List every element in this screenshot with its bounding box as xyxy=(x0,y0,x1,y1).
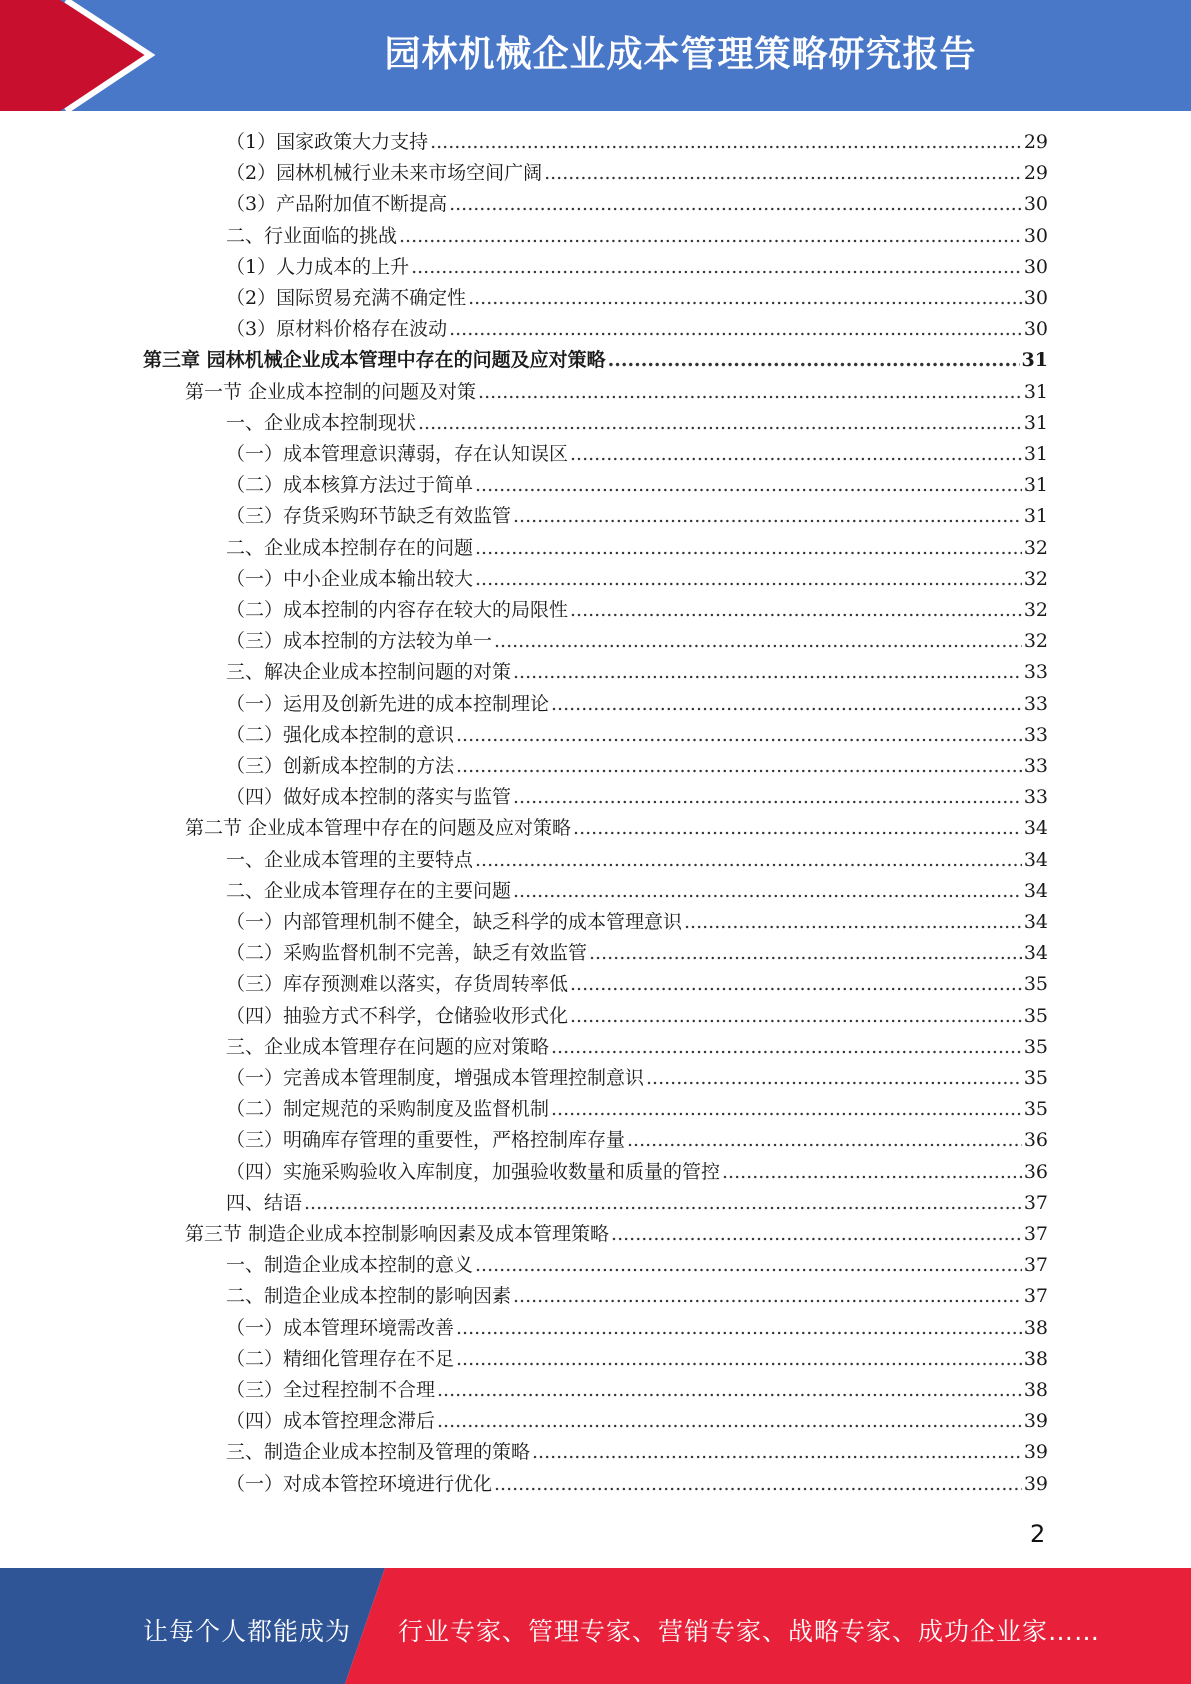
toc-leader-dots xyxy=(430,127,1022,157)
toc-entry-page: 31 xyxy=(1023,505,1048,528)
toc-entry-page: 31 xyxy=(1023,474,1048,497)
toc-entry-title: （三）库存预测难以落实，存货周转率低 xyxy=(226,973,569,996)
toc-entry[interactable] xyxy=(226,1063,1048,1093)
toc-leader-dots xyxy=(399,221,1022,251)
toc-entry-page: 35 xyxy=(1023,1035,1048,1058)
toc-entry-page: 34 xyxy=(1023,942,1048,965)
toc-entry-page: 31 xyxy=(1023,443,1048,465)
toc-leader-dots xyxy=(611,1219,1022,1249)
toc-entry-page: 31 xyxy=(1023,380,1048,403)
toc-entry-title: （2）园林机械行业未来市场空间广阔 xyxy=(226,162,543,185)
toc-entry-title: （四）做好成本控制的落实与监管 xyxy=(226,786,512,809)
toc-leader-dots xyxy=(570,595,1022,625)
toc-leader-dots xyxy=(684,907,1022,937)
toc-leader-dots xyxy=(513,876,1022,906)
toc-leader-dots xyxy=(475,845,1022,875)
toc-entry[interactable] xyxy=(185,377,1048,407)
toc-entry-title: 一、企业成本管理的主要特点 xyxy=(226,848,474,871)
toc-entry-title: 一、制造企业成本控制的意义 xyxy=(226,1254,474,1277)
toc-entry-page: 37 xyxy=(1023,1223,1048,1245)
toc-entry-title: 第三章 园林机械企业成本管理中存在的问题及应对策略 xyxy=(143,349,606,372)
toc-entry-page: 32 xyxy=(1023,536,1048,559)
toc-entry-title: （三）全过程控制不合理 xyxy=(226,1379,436,1401)
toc-entry-page: 37 xyxy=(1023,1191,1048,1214)
toc-entry[interactable] xyxy=(226,626,1048,656)
toc-entry-page: 34 xyxy=(1023,817,1048,840)
toc-entry[interactable] xyxy=(226,470,1048,500)
toc-entry-title: （一）完善成本管理制度，增强成本管理控制意识 xyxy=(226,1067,645,1089)
toc-leader-dots xyxy=(532,1437,1022,1467)
toc-entry[interactable] xyxy=(226,1469,1048,1499)
report-header xyxy=(0,0,1191,111)
toc-entry-page: 37 xyxy=(1023,1254,1048,1277)
toc-leader-dots xyxy=(646,1063,1022,1093)
footer-slogan-right: 行业专家、管理专家、营销专家、战略专家、成功企业家…… xyxy=(398,1617,1101,1646)
toc-entry[interactable] xyxy=(226,501,1048,531)
toc-entry-page: 33 xyxy=(1023,661,1048,684)
toc-entry[interactable] xyxy=(226,408,1048,438)
toc-leader-dots xyxy=(475,470,1022,500)
report-footer xyxy=(0,1568,1191,1684)
toc-entry[interactable] xyxy=(226,1125,1048,1155)
toc-entry[interactable] xyxy=(226,969,1048,999)
toc-entry[interactable] xyxy=(226,1406,1048,1436)
toc-entry-page: 32 xyxy=(1023,630,1048,653)
toc-entry[interactable] xyxy=(226,221,1048,251)
toc-leader-dots xyxy=(513,501,1022,531)
toc-entry-page: 38 xyxy=(1023,1347,1048,1370)
toc-leader-dots xyxy=(456,1313,1022,1343)
toc-entry[interactable] xyxy=(226,720,1048,750)
toc-leader-dots xyxy=(722,1157,1022,1187)
toc-entry[interactable] xyxy=(226,689,1048,719)
toc-entry[interactable] xyxy=(226,439,1048,469)
toc-entry-title: 二、企业成本管理存在的主要问题 xyxy=(226,879,512,902)
toc-entry-page: 34 xyxy=(1023,911,1048,933)
toc-entry[interactable] xyxy=(226,1032,1048,1062)
toc-entry-page: 39 xyxy=(1023,1410,1048,1433)
toc-entry-title: （三）明确库存管理的重要性，严格控制库存量 xyxy=(226,1129,626,1152)
toc-entry-page: 38 xyxy=(1023,1379,1048,1401)
toc-entry-page: 31 xyxy=(1021,349,1048,372)
toc-leader-dots xyxy=(570,969,1022,999)
toc-leader-dots xyxy=(570,1001,1022,1031)
toc-entry[interactable] xyxy=(226,1157,1048,1187)
toc-leader-dots xyxy=(544,158,1022,188)
toc-entry[interactable] xyxy=(226,876,1048,906)
toc-leader-dots xyxy=(418,408,1022,438)
toc-entry[interactable] xyxy=(226,595,1048,625)
toc-entry[interactable] xyxy=(226,1437,1048,1467)
toc-entry-title: （二）成本控制的内容存在较大的局限性 xyxy=(226,599,569,621)
toc-entry-page: 36 xyxy=(1023,1160,1048,1183)
toc-leader-dots xyxy=(494,626,1022,656)
toc-entry-title: （四）抽验方式不科学，仓储验收形式化 xyxy=(226,1004,569,1027)
toc-entry-title: （一）对成本管控环境进行优化 xyxy=(226,1472,493,1495)
toc-entry-title: （一）成本管理环境需改善 xyxy=(226,1316,455,1339)
toc-entry[interactable] xyxy=(226,252,1048,282)
toc-entry-page: 34 xyxy=(1023,848,1048,871)
toc-leader-dots xyxy=(513,657,1022,687)
toc-entry-title: （三）成本控制的方法较为单一 xyxy=(226,630,493,653)
toc-entry[interactable] xyxy=(226,782,1048,812)
header-arrow-decoration xyxy=(0,0,160,111)
toc-entry-title: 二、企业成本控制存在的问题 xyxy=(226,536,474,559)
toc-entry-title: 三、企业成本管理存在问题的应对策略 xyxy=(226,1035,550,1058)
toc-entry[interactable] xyxy=(226,751,1048,781)
toc-leader-dots xyxy=(437,1375,1022,1405)
toc-entry-title: 第三节 制造企业成本控制影响因素及成本管理策略 xyxy=(185,1223,610,1245)
toc-entry-page: 37 xyxy=(1023,1285,1048,1308)
toc-entry-title: （一）内部管理机制不健全，缺乏科学的成本管理意识 xyxy=(226,911,683,933)
toc-entry-title: （一）成本管理意识薄弱，存在认知误区 xyxy=(226,443,569,465)
toc-entry-page: 30 xyxy=(1023,287,1048,309)
toc-entry-page: 33 xyxy=(1023,786,1048,809)
toc-entry-page: 30 xyxy=(1023,224,1048,247)
toc-entry-page: 32 xyxy=(1023,599,1048,621)
toc-entry-title: （四）成本管控理念滞后 xyxy=(226,1410,436,1433)
toc-entry[interactable] xyxy=(226,1313,1048,1343)
toc-entry[interactable] xyxy=(226,1188,1048,1218)
toc-entry[interactable] xyxy=(226,564,1048,594)
toc-entry-title: （1）人力成本的上升 xyxy=(226,255,410,278)
toc-entry-page: 32 xyxy=(1023,567,1048,590)
toc-entry-page: 33 xyxy=(1023,692,1048,715)
toc-entry-title: （一）中小企业成本输出较大 xyxy=(226,567,474,590)
toc-leader-dots xyxy=(449,189,1022,219)
toc-entry-page: 33 xyxy=(1023,723,1048,746)
toc-leader-dots xyxy=(478,377,1022,407)
footer-slogan-left: 让每个人都能成为 xyxy=(143,1617,352,1646)
toc-entry[interactable] xyxy=(226,657,1048,687)
toc-entry[interactable] xyxy=(226,283,1048,313)
toc-entry[interactable] xyxy=(226,1344,1048,1374)
toc-entry-page: 33 xyxy=(1023,755,1048,777)
toc-entry-page: 39 xyxy=(1023,1441,1048,1464)
toc-entry-title: 一、企业成本控制现状 xyxy=(226,411,417,434)
toc-entry[interactable] xyxy=(226,533,1048,563)
toc-entry-page: 34 xyxy=(1023,879,1048,902)
toc-entry-title: 第二节 企业成本管理中存在的问题及应对策略 xyxy=(185,817,572,840)
toc-entry[interactable] xyxy=(143,345,1048,375)
toc-leader-dots xyxy=(570,439,1022,469)
toc-entry-page: 30 xyxy=(1023,318,1048,341)
toc-entry-title: （3）原材料价格存在波动 xyxy=(226,318,448,341)
toc-leader-dots xyxy=(513,1281,1022,1311)
toc-entry-title: （三）存货采购环节缺乏有效监管 xyxy=(226,505,512,528)
toc-leader-dots xyxy=(449,314,1022,344)
toc-entry[interactable] xyxy=(226,1250,1048,1280)
toc-entry-title: （1）国家政策大力支持 xyxy=(226,131,429,153)
toc-entry-page: 31 xyxy=(1023,411,1048,434)
toc-leader-dots xyxy=(494,1469,1022,1499)
toc-entry-title: 二、制造企业成本控制的影响因素 xyxy=(226,1285,512,1308)
toc-entry[interactable] xyxy=(226,1094,1048,1124)
toc-entry-page: 35 xyxy=(1023,1098,1048,1121)
toc-entry-title: （二）采购监督机制不完善，缺乏有效监管 xyxy=(226,942,588,965)
toc-entry-title: （三）创新成本控制的方法 xyxy=(226,755,455,777)
toc-leader-dots xyxy=(608,345,1020,375)
toc-entry[interactable] xyxy=(226,907,1048,937)
toc-entry-title: （四）实施采购验收入库制度，加强验收数量和质量的管控 xyxy=(226,1160,721,1183)
toc-entry-title: （二）强化成本控制的意识 xyxy=(226,723,455,746)
toc-entry-title: （二）精细化管理存在不足 xyxy=(226,1347,455,1370)
toc-entry[interactable] xyxy=(185,813,1048,843)
toc-entry-title: 三、解决企业成本控制问题的对策 xyxy=(226,661,512,684)
toc-entry[interactable] xyxy=(226,1001,1048,1031)
toc-leader-dots xyxy=(475,1250,1022,1280)
toc-entry-page: 35 xyxy=(1023,1067,1048,1089)
toc-entry-title: （二）成本核算方法过于简单 xyxy=(226,474,474,497)
toc-leader-dots xyxy=(551,689,1022,719)
toc-entry-title: （3）产品附加值不断提高 xyxy=(226,193,448,216)
toc-entry-page: 35 xyxy=(1023,973,1048,996)
toc-leader-dots xyxy=(573,813,1022,843)
toc-entry-page: 35 xyxy=(1023,1004,1048,1027)
toc-leader-dots xyxy=(589,938,1022,968)
toc-entry-title: （二）制定规范的采购制度及监督机制 xyxy=(226,1098,550,1121)
page-number: 2 xyxy=(1030,1520,1046,1548)
toc-entry-title: 第一节 企业成本控制的问题及对策 xyxy=(185,380,477,403)
toc-leader-dots xyxy=(475,564,1022,594)
toc-entry[interactable] xyxy=(226,158,1048,188)
toc-entry[interactable] xyxy=(226,1375,1048,1405)
toc-entry[interactable] xyxy=(226,314,1048,344)
toc-entry-title: 二、行业面临的挑战 xyxy=(226,224,398,247)
toc-entry-page: 36 xyxy=(1023,1129,1048,1152)
toc-entry-title: 三、制造企业成本控制及管理的策略 xyxy=(226,1441,531,1464)
toc-leader-dots xyxy=(551,1032,1022,1062)
toc-leader-dots xyxy=(551,1094,1022,1124)
toc-leader-dots xyxy=(627,1125,1022,1155)
toc-entry-page: 30 xyxy=(1023,193,1048,216)
toc-entry-page: 30 xyxy=(1023,255,1048,278)
toc-leader-dots xyxy=(456,1344,1022,1374)
toc-entry-page: 29 xyxy=(1023,162,1048,185)
toc-entry-title: （2）国际贸易充满不确定性 xyxy=(226,287,467,309)
toc-entry-page: 29 xyxy=(1023,131,1048,153)
toc-entry[interactable] xyxy=(226,127,1048,157)
toc-leader-dots xyxy=(456,751,1022,781)
toc-entry-title: （一）运用及创新先进的成本控制理论 xyxy=(226,692,550,715)
toc-leader-dots xyxy=(468,283,1022,313)
toc-leader-dots xyxy=(411,252,1022,282)
toc-entry[interactable] xyxy=(226,1281,1048,1311)
toc-entry-page: 38 xyxy=(1023,1316,1048,1339)
toc-leader-dots xyxy=(513,782,1022,812)
toc-leader-dots xyxy=(437,1406,1022,1436)
toc-entry[interactable] xyxy=(226,938,1048,968)
toc-leader-dots xyxy=(475,533,1022,563)
toc-entry[interactable] xyxy=(226,189,1048,219)
toc-entry-page: 39 xyxy=(1023,1472,1048,1495)
toc-leader-dots xyxy=(456,720,1022,750)
toc-entry[interactable] xyxy=(226,845,1048,875)
toc-entry-title: 四、结语 xyxy=(226,1191,303,1214)
toc-entry[interactable] xyxy=(185,1219,1048,1249)
report-title: 园林机械企业成本管理策略研究报告 xyxy=(384,34,977,75)
toc-leader-dots xyxy=(304,1188,1022,1218)
